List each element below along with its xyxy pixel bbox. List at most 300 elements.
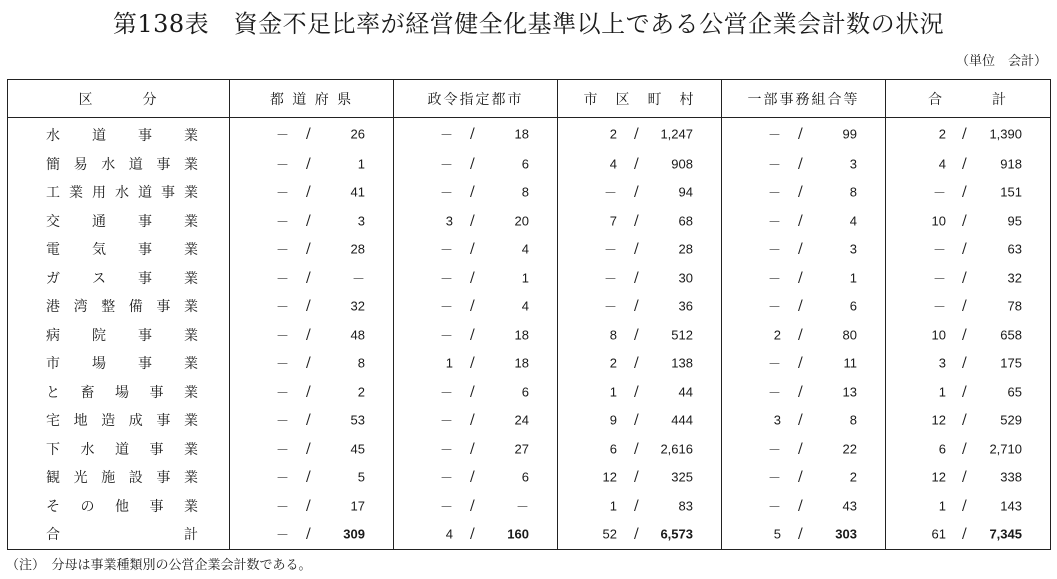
ratio-cell	[230, 492, 394, 521]
denominator: 41	[350, 184, 365, 200]
ratio-cell	[558, 235, 722, 264]
numerator: 12	[931, 412, 946, 428]
slash-separator: /	[306, 326, 311, 343]
table-row	[8, 321, 1051, 350]
ratio-cell	[394, 435, 558, 464]
ratio-cell	[886, 520, 1051, 549]
denominator: 28	[350, 241, 365, 257]
row-category: その他事業	[8, 492, 230, 521]
numerator: 1	[609, 384, 617, 400]
slash-separator: /	[306, 269, 311, 286]
ratio-cell	[394, 492, 558, 521]
slash-separator: /	[962, 497, 967, 514]
slash-separator: /	[470, 241, 475, 258]
numerator: 6	[609, 441, 617, 457]
denominator: 18	[514, 355, 529, 371]
denominator: 325	[671, 469, 693, 485]
numerator: －	[275, 413, 289, 429]
denominator: 2	[849, 469, 857, 485]
denominator: 1	[521, 270, 529, 286]
slash-separator: /	[306, 355, 311, 372]
numerator: －	[603, 271, 617, 287]
denominator: 11	[843, 355, 857, 371]
denominator: 36	[678, 298, 693, 314]
numerator: 1	[938, 498, 946, 514]
ratio-cell	[886, 178, 1051, 207]
ratio-cell	[558, 492, 722, 521]
ratio-cell	[230, 292, 394, 321]
denominator: 5	[357, 469, 365, 485]
ratio-cell	[230, 378, 394, 407]
numerator: －	[767, 242, 781, 258]
numerator: －	[275, 385, 289, 401]
denominator: 18	[514, 126, 529, 142]
slash-separator: /	[634, 125, 639, 142]
numerator: 4	[938, 156, 946, 172]
numerator: 4	[445, 526, 453, 542]
slash-separator: /	[470, 383, 475, 400]
header-row	[8, 80, 1051, 118]
ratio-cell	[394, 118, 558, 150]
slash-separator: /	[798, 383, 803, 400]
page-title: 第138表 資金不足比率が経営健全化基準以上である公営企業会計数の状況	[112, 10, 945, 38]
slash-separator: /	[634, 269, 639, 286]
denominator: 32	[1007, 270, 1022, 286]
denominator: 1,247	[660, 126, 693, 142]
ratio-cell	[230, 178, 394, 207]
table-row	[8, 235, 1051, 264]
ratio-cell	[886, 321, 1051, 350]
row-category: 水道事業	[8, 118, 230, 150]
row-category: と畜場事業	[8, 378, 230, 407]
numerator: 52	[602, 526, 617, 542]
ratio-cell	[558, 264, 722, 293]
ratio-cell	[886, 150, 1051, 179]
slash-separator: /	[470, 355, 475, 372]
ratio-cell	[558, 118, 722, 150]
row-category: 観光施設事業	[8, 463, 230, 492]
table-row	[8, 406, 1051, 435]
slash-separator: /	[798, 355, 803, 372]
ratio-cell	[886, 406, 1051, 435]
slash-separator: /	[634, 355, 639, 372]
slash-separator: /	[962, 440, 967, 457]
numerator: 9	[609, 412, 617, 428]
slash-separator: /	[962, 298, 967, 315]
denominator: 18	[514, 327, 529, 343]
numerator: 8	[609, 327, 617, 343]
denominator: －	[515, 499, 529, 515]
ratio-cell	[394, 406, 558, 435]
slash-separator: /	[962, 326, 967, 343]
numerator: 10	[931, 327, 946, 343]
total-row	[8, 520, 1051, 549]
ratio-cell	[558, 207, 722, 236]
slash-separator: /	[798, 155, 803, 172]
numerator: －	[603, 185, 617, 201]
data-table	[7, 79, 1051, 550]
numerator: 12	[602, 469, 617, 485]
denominator: 80	[842, 327, 857, 343]
ratio-cell	[230, 321, 394, 350]
numerator: 7	[609, 213, 617, 229]
ratio-cell	[230, 349, 394, 378]
denominator: 53	[350, 412, 365, 428]
numerator: －	[439, 271, 453, 287]
slash-separator: /	[798, 125, 803, 142]
slash-separator: /	[306, 241, 311, 258]
ratio-cell	[886, 492, 1051, 521]
numerator: －	[932, 185, 946, 201]
denominator: 63	[1007, 241, 1022, 257]
slash-separator: /	[470, 212, 475, 229]
slash-separator: /	[470, 440, 475, 457]
numerator: 2	[609, 355, 617, 371]
slash-separator: /	[798, 326, 803, 343]
table-row	[8, 292, 1051, 321]
numerator: －	[767, 499, 781, 515]
slash-separator: /	[962, 212, 967, 229]
table-row	[8, 118, 1051, 150]
slash-separator: /	[470, 412, 475, 429]
denominator: 143	[1000, 498, 1022, 514]
numerator: －	[275, 299, 289, 315]
numerator: －	[275, 527, 289, 543]
slash-separator: /	[798, 269, 803, 286]
numerator: －	[275, 214, 289, 230]
numerator: －	[439, 242, 453, 258]
row-category: 電気事業	[8, 235, 230, 264]
numerator: －	[767, 271, 781, 287]
slash-separator: /	[798, 469, 803, 486]
ratio-cell	[394, 264, 558, 293]
ratio-cell	[394, 463, 558, 492]
denominator: 3	[849, 241, 857, 257]
row-category: 合計	[8, 520, 230, 549]
denominator: 2,616	[660, 441, 693, 457]
numerator: －	[932, 299, 946, 315]
numerator: 1	[445, 355, 453, 371]
ratio-cell	[558, 435, 722, 464]
header-municipality: 市 区 町 村	[558, 80, 722, 118]
ratio-cell	[394, 235, 558, 264]
ratio-cell	[230, 264, 394, 293]
ratio-cell	[230, 463, 394, 492]
numerator: －	[439, 299, 453, 315]
ratio-cell	[722, 321, 886, 350]
table-row	[8, 378, 1051, 407]
denominator: 151	[1000, 184, 1022, 200]
denominator: 99	[842, 126, 857, 142]
ratio-cell	[886, 235, 1051, 264]
slash-separator: /	[470, 469, 475, 486]
numerator: －	[275, 127, 289, 143]
ratio-cell	[886, 118, 1051, 150]
numerator: －	[932, 271, 946, 287]
denominator: 30	[678, 270, 693, 286]
denominator: 8	[521, 184, 529, 200]
numerator: 3	[938, 355, 946, 371]
numerator: 4	[609, 156, 617, 172]
numerator: －	[439, 413, 453, 429]
slash-separator: /	[634, 326, 639, 343]
slash-separator: /	[798, 212, 803, 229]
table-row	[8, 178, 1051, 207]
denominator: 6	[849, 298, 857, 314]
slash-separator: /	[470, 526, 475, 543]
header-total: 合 計	[886, 80, 1051, 118]
numerator: －	[767, 185, 781, 201]
denominator: 1	[357, 156, 365, 172]
denominator: 22	[842, 441, 857, 457]
slash-separator: /	[798, 440, 803, 457]
numerator: －	[439, 470, 453, 486]
slash-separator: /	[798, 241, 803, 258]
ratio-cell	[394, 349, 558, 378]
slash-separator: /	[962, 355, 967, 372]
slash-separator: /	[306, 469, 311, 486]
ratio-cell	[722, 235, 886, 264]
table-row	[8, 207, 1051, 236]
numerator: －	[767, 127, 781, 143]
slash-separator: /	[306, 440, 311, 457]
numerator: －	[275, 470, 289, 486]
slash-separator: /	[798, 526, 803, 543]
header-prefecture: 都 道 府 県	[230, 80, 394, 118]
denominator: 1	[849, 270, 857, 286]
denominator: 444	[671, 412, 693, 428]
table-row	[8, 349, 1051, 378]
ratio-cell	[230, 235, 394, 264]
denominator: 512	[671, 327, 693, 343]
ratio-cell	[394, 178, 558, 207]
denominator: 658	[1000, 327, 1022, 343]
numerator: －	[932, 242, 946, 258]
table-row	[8, 435, 1051, 464]
ratio-cell	[558, 150, 722, 179]
slash-separator: /	[962, 241, 967, 258]
denominator: 95	[1007, 213, 1022, 229]
numerator: －	[439, 499, 453, 515]
unit-label: （単位 会計）	[955, 54, 1047, 69]
slash-separator: /	[634, 241, 639, 258]
denominator: 529	[1000, 412, 1022, 428]
numerator: －	[767, 470, 781, 486]
ratio-cell	[722, 264, 886, 293]
ratio-cell	[394, 520, 558, 549]
ratio-cell	[722, 207, 886, 236]
ratio-cell	[722, 520, 886, 549]
slash-separator: /	[798, 298, 803, 315]
denominator: 908	[671, 156, 693, 172]
slash-separator: /	[306, 383, 311, 400]
denominator: 45	[350, 441, 365, 457]
denominator: 4	[849, 213, 857, 229]
ratio-cell	[394, 321, 558, 350]
header-category: 区 分	[8, 80, 230, 118]
slash-separator: /	[306, 412, 311, 429]
ratio-cell	[558, 406, 722, 435]
numerator: －	[439, 157, 453, 173]
ratio-cell	[886, 349, 1051, 378]
ratio-cell	[230, 435, 394, 464]
numerator: －	[767, 299, 781, 315]
slash-separator: /	[306, 212, 311, 229]
row-category: 市場事業	[8, 349, 230, 378]
slash-separator: /	[634, 155, 639, 172]
numerator: －	[439, 385, 453, 401]
denominator: 918	[1000, 156, 1022, 172]
numerator: 2	[609, 126, 617, 142]
slash-separator: /	[962, 469, 967, 486]
slash-separator: /	[470, 298, 475, 315]
ratio-cell	[886, 292, 1051, 321]
slash-separator: /	[962, 184, 967, 201]
table-row	[8, 492, 1051, 521]
ratio-cell	[722, 378, 886, 407]
ratio-cell	[558, 463, 722, 492]
numerator: －	[275, 328, 289, 344]
numerator: －	[767, 214, 781, 230]
numerator: 1	[609, 498, 617, 514]
denominator: 6	[521, 156, 529, 172]
slash-separator: /	[306, 526, 311, 543]
ratio-cell	[230, 118, 394, 150]
ratio-cell	[558, 378, 722, 407]
header-designated-city: 政令指定都市	[394, 80, 558, 118]
slash-separator: /	[634, 212, 639, 229]
ratio-cell	[558, 178, 722, 207]
denominator: 83	[678, 498, 693, 514]
ratio-cell	[394, 292, 558, 321]
denominator: 6	[521, 384, 529, 400]
row-category: 下水道事業	[8, 435, 230, 464]
denominator: 78	[1007, 298, 1022, 314]
denominator: 2,710	[989, 441, 1022, 457]
ratio-cell	[558, 349, 722, 378]
numerator: 1	[938, 384, 946, 400]
numerator: 10	[931, 213, 946, 229]
numerator: －	[275, 442, 289, 458]
slash-separator: /	[962, 269, 967, 286]
slash-separator: /	[470, 269, 475, 286]
ratio-cell	[722, 178, 886, 207]
numerator: －	[275, 356, 289, 372]
numerator: －	[767, 157, 781, 173]
slash-separator: /	[962, 412, 967, 429]
denominator: 20	[514, 213, 529, 229]
numerator: 3	[445, 213, 453, 229]
denominator: 13	[842, 384, 857, 400]
numerator: －	[275, 499, 289, 515]
table-row	[8, 150, 1051, 179]
denominator: 28	[678, 241, 693, 257]
denominator: 32	[350, 298, 365, 314]
slash-separator: /	[634, 412, 639, 429]
slash-separator: /	[470, 326, 475, 343]
slash-separator: /	[798, 497, 803, 514]
slash-separator: /	[798, 184, 803, 201]
denominator: 94	[678, 184, 693, 200]
denominator: 43	[842, 498, 857, 514]
ratio-cell	[722, 492, 886, 521]
denominator: 44	[678, 384, 693, 400]
ratio-cell	[722, 435, 886, 464]
footnote: （注） 分母は事業種類別の公営企業会計数である。	[6, 558, 312, 573]
slash-separator: /	[470, 184, 475, 201]
numerator: 61	[931, 526, 946, 542]
slash-separator: /	[962, 526, 967, 543]
denominator: 7,345	[989, 526, 1022, 542]
denominator: 1,390	[989, 126, 1022, 142]
ratio-cell	[722, 406, 886, 435]
numerator: 6	[938, 441, 946, 457]
numerator: －	[275, 185, 289, 201]
slash-separator: /	[962, 155, 967, 172]
ratio-cell	[558, 520, 722, 549]
ratio-cell	[394, 207, 558, 236]
denominator: 17	[350, 498, 365, 514]
denominator: －	[351, 271, 365, 287]
ratio-cell	[230, 520, 394, 549]
denominator: 48	[350, 327, 365, 343]
denominator: 8	[849, 412, 857, 428]
numerator: －	[603, 299, 617, 315]
ratio-cell	[722, 150, 886, 179]
ratio-cell	[722, 118, 886, 150]
denominator: 8	[357, 355, 365, 371]
ratio-cell	[394, 378, 558, 407]
ratio-cell	[558, 321, 722, 350]
denominator: 26	[350, 126, 365, 142]
denominator: 338	[1000, 469, 1022, 485]
slash-separator: /	[306, 184, 311, 201]
slash-separator: /	[306, 125, 311, 142]
numerator: －	[767, 442, 781, 458]
ratio-cell	[886, 207, 1051, 236]
slash-separator: /	[470, 125, 475, 142]
numerator: 5	[773, 526, 781, 542]
numerator: －	[439, 328, 453, 344]
denominator: 8	[849, 184, 857, 200]
header-association: 一部事務組合等	[722, 80, 886, 118]
row-category: 工業用水道事業	[8, 178, 230, 207]
ratio-cell	[230, 207, 394, 236]
slash-separator: /	[306, 497, 311, 514]
numerator: －	[275, 157, 289, 173]
slash-separator: /	[634, 469, 639, 486]
denominator: 3	[357, 213, 365, 229]
ratio-cell	[886, 378, 1051, 407]
slash-separator: /	[634, 526, 639, 543]
slash-separator: /	[962, 125, 967, 142]
ratio-cell	[722, 463, 886, 492]
denominator: 2	[357, 384, 365, 400]
denominator: 309	[343, 526, 365, 542]
slash-separator: /	[306, 298, 311, 315]
numerator: 12	[931, 469, 946, 485]
slash-separator: /	[634, 383, 639, 400]
slash-separator: /	[470, 155, 475, 172]
denominator: 6	[521, 469, 529, 485]
denominator: 160	[507, 526, 529, 542]
row-category: ガス事業	[8, 264, 230, 293]
slash-separator: /	[798, 412, 803, 429]
slash-separator: /	[962, 383, 967, 400]
denominator: 6,573	[660, 526, 693, 542]
numerator: －	[439, 127, 453, 143]
denominator: 3	[849, 156, 857, 172]
